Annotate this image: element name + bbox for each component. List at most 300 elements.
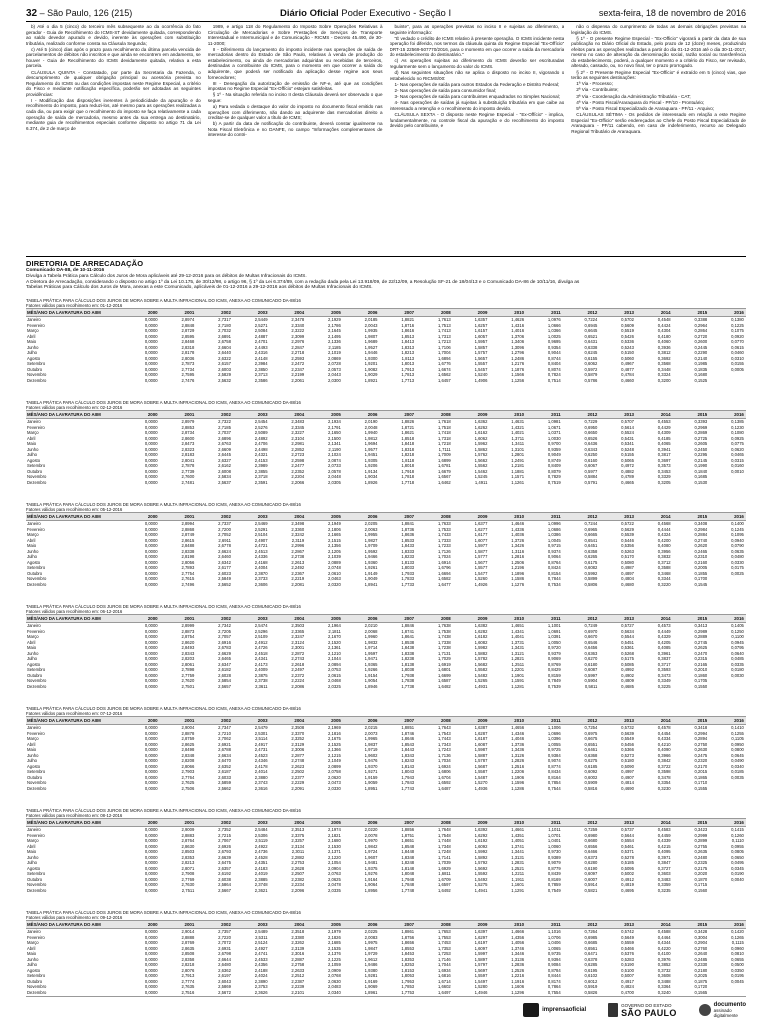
table-cell: 1,9365 [364, 661, 378, 667]
header-year: 2002 [221, 718, 231, 723]
table-cell: 1,8418 [401, 441, 415, 446]
table-cell: 0,1985 [694, 361, 708, 366]
row-month: Julho [27, 860, 38, 865]
table-cell: 0,7539 [547, 683, 561, 689]
table-cell: 0,2899 [694, 838, 708, 843]
table-cell: 1,7126 [437, 548, 451, 554]
table-cell: 1,6811 [438, 871, 451, 876]
table-cell: 1,8941 [364, 581, 378, 587]
header-year: 2002 [221, 514, 231, 519]
text-column [26, 24, 201, 254]
table-cell: 0,0335 [731, 661, 744, 667]
table-cell: 2,6798 [218, 951, 231, 956]
header-year: 2015 [697, 820, 708, 825]
table-cell: 2,0758 [328, 769, 341, 774]
table-cell: 2,2887 [291, 956, 305, 962]
table-cell: 0,0000 [144, 532, 158, 537]
table-cell: 1,2201 [511, 667, 525, 672]
table-cell: 2,4726 [254, 645, 268, 650]
table-cell: 0,7844 [547, 576, 561, 581]
table-cell: 1,5662 [474, 457, 488, 463]
header-year: 2003 [257, 514, 268, 519]
table-cell: 0,1420 [731, 929, 744, 934]
table-cell: 0,4329 [657, 634, 671, 639]
row-month: Outubro [27, 468, 43, 474]
table-cell: 2,2618 [291, 661, 305, 667]
paragraph: 2- Nas operações de saída para consumidor final; [394, 87, 497, 93]
table-cell: 0,0035 [731, 774, 744, 780]
table-cell: 0,6062 [584, 361, 598, 366]
table-cell: 1,9592 [364, 548, 378, 554]
table-cell: 0,1105 [731, 736, 744, 741]
table-cell: 2,6362 [218, 967, 231, 973]
table-cell: 1,2176 [511, 361, 525, 366]
table-cell: 2,2598 [291, 457, 305, 463]
table-cell: 1,7248 [437, 849, 451, 854]
table-cell: 1,3441 [511, 849, 525, 854]
table-cell: 0,6175 [584, 559, 598, 565]
table-cell: 0,4578 [657, 725, 671, 730]
table-cell: 0,0000 [144, 474, 158, 479]
table-cell: 1,4926 [474, 581, 488, 587]
header-year: 2003 [257, 412, 268, 417]
table-cell: 0,3205 [657, 479, 671, 485]
table-cell: 2,5662 [218, 785, 231, 791]
table-cell: 2,8473 [181, 441, 195, 446]
table-cell: 0,5727 [621, 623, 634, 628]
header-year: 2013 [624, 922, 634, 927]
governo-sp-mark [608, 1003, 618, 1017]
table-cell: 2,1356 [328, 543, 341, 548]
table-cell: 0,4344 [657, 940, 671, 945]
row-month: Novembro [27, 984, 47, 989]
table-cell: 2,1645 [328, 328, 341, 333]
table-cell: 0,5899 [584, 576, 598, 581]
table-cell: 0,3230 [657, 785, 671, 791]
row-month: Fevereiro [27, 424, 45, 430]
table-cell: 0,4583 [657, 827, 671, 832]
table-cell: 2,8620 [181, 639, 195, 645]
table-cell: 1,1011 [548, 827, 561, 832]
issue-date: sexta-feira, 18 de novembro de 2016 [598, 8, 746, 18]
table-cell: 1,9276 [364, 871, 378, 876]
table-header [26, 308, 746, 317]
table-cell: 2,2628 [291, 865, 305, 871]
table-cell: 1,8921 [364, 377, 378, 383]
table-cell: 2,2718 [291, 350, 305, 355]
table-cell: 2,3345 [291, 424, 305, 430]
table-cell: 1,1256 [511, 377, 525, 383]
header-year: 2016 [734, 820, 744, 825]
table-cell: 2,1520 [328, 639, 341, 645]
table-cell: 1,7713 [401, 377, 415, 383]
table-cell: 2,1530 [328, 843, 341, 849]
table-cell: 0,5461 [621, 843, 634, 849]
table-cell: 2,7635 [181, 984, 195, 989]
table-cell: 1,5462 [474, 468, 488, 474]
table-cell: 1,4356 [511, 934, 525, 940]
table-cell: 2,6445 [218, 452, 231, 457]
table-cell: 2,0320 [328, 581, 341, 587]
table-cell: 1,6776 [437, 361, 451, 366]
table-cell: 0,5336 [621, 339, 634, 344]
table-cell: 0,0000 [144, 526, 158, 532]
table-cell: 0,6280 [584, 860, 598, 865]
table-cell: 2,6926 [218, 843, 231, 849]
header-year: 2005 [331, 922, 341, 927]
table-cell: 1,8821 [401, 317, 415, 322]
table-cell: 1,5982 [474, 645, 488, 650]
table-cell: 2,3713 [254, 372, 268, 377]
table-cell: 2,6162 [218, 463, 231, 468]
table-cell: 2,7200 [218, 526, 231, 532]
table-cell: 0,3324 [657, 372, 671, 377]
table-cell: 2,3222 [291, 328, 305, 333]
table-caption: TABELA PRÁTICA PARA CÁLCULO DOS JUROS DE MORA SOBRE A MULTA INFRACIONAL DO ICMS, ANEXA AO COMUNICADO DA-88/16 [26, 400, 301, 405]
header-year: 2006 [367, 616, 378, 621]
table-cell: 0,8774 [547, 763, 561, 769]
table-cell: 2,3850 [254, 366, 268, 372]
header-year: 2009 [477, 310, 488, 315]
table-cell: 1,8348 [401, 854, 415, 860]
table-cell: 0,0180 [731, 667, 744, 672]
table-cell: 0,9084 [547, 962, 561, 967]
table-cell: 0,0000 [144, 623, 158, 628]
header-year: 2009 [477, 412, 488, 417]
table-cell: 0,6180 [584, 661, 598, 667]
table-cell: 1,1876 [511, 366, 525, 372]
table-cell: 0,9730 [547, 849, 561, 854]
header-year: 2002 [221, 616, 231, 621]
table-cell: 1,6924 [437, 763, 451, 769]
table-cell: 0,6185 [584, 763, 598, 769]
table-cell: 1,5577 [474, 565, 488, 570]
table-cell: 1,8118 [401, 457, 415, 463]
table-cell: 0,0000 [144, 350, 158, 355]
table-cell: 0,7829 [547, 474, 561, 479]
table-cell: 0,4090 [657, 747, 671, 752]
table-cell: 2,3001 [291, 645, 305, 650]
table-cell: 2,2996 [291, 543, 305, 548]
paragraph: "É vedado o crédito de ICMS relativo à presente operação. O ICMS incidente nesta operação foi diferido, nos termos da cláusula quinta do Regime Especial "Ex-Offício" DRT-15 22569-507770/2016, para o momento em que ocorrer a saída da mercadoria do estabelecimento do destinatário." [389, 35, 565, 58]
table-cell: 0,1565 [694, 989, 708, 995]
table-cell: 2,3498 [291, 521, 305, 526]
table-cell: 1,7111 [438, 446, 451, 452]
table-cell: 1,6262 [474, 424, 488, 430]
table-cell: 0,8749 [547, 457, 561, 463]
header-year: 2014 [660, 820, 671, 825]
table-cell: 1,8746 [401, 730, 415, 736]
table-cell: 0,9700 [547, 441, 561, 446]
table-cell: 1,9837 [364, 741, 378, 747]
table-cell: 2,6758 [218, 339, 231, 344]
table-cell: 2,0063 [364, 526, 378, 532]
table-cell: 0,3004 [694, 934, 708, 940]
table-cell: 2,3626 [254, 989, 268, 995]
table-cell: 0,5519 [621, 328, 634, 333]
table-cell: 2,3503 [291, 623, 305, 628]
table-cell: 2,8218 [181, 962, 195, 967]
table-cell: 1,8846 [401, 623, 415, 628]
table-cell: 2,4356 [254, 962, 268, 967]
table-cell: 2,7052 [218, 532, 231, 537]
table-cell: 0,2320 [694, 758, 708, 763]
table-cell: 0,3941 [657, 446, 671, 452]
table-cell: 0,5361 [621, 645, 634, 650]
table-cell: 2,3016 [291, 951, 305, 956]
table-cell: 1,9970 [364, 838, 378, 843]
table-cell: 2,3984 [254, 361, 268, 366]
header-rule [26, 21, 746, 22]
table-cell: 1,6287 [474, 730, 488, 736]
table-cell: 2,0630 [328, 978, 341, 984]
header-year: 2004 [294, 718, 305, 723]
table-cell: 2,6028 [218, 672, 231, 678]
row-month: Agosto [27, 763, 41, 769]
header-year: 2006 [367, 922, 378, 927]
table-cell: 0,5180 [621, 758, 634, 763]
header-year: 2011 [551, 922, 561, 927]
table-cell: 0,2725 [694, 435, 708, 441]
table-cell: 2,8888 [181, 934, 195, 940]
header-label: MÊS/ANO DA LAVRATURA DO AIIM [27, 616, 101, 621]
table-cell: 2,5449 [254, 317, 268, 322]
table-cell: 0,5243 [621, 344, 634, 350]
table-cell: 1,5280 [474, 984, 488, 989]
table-cell: 1,6796 [437, 565, 451, 570]
table-cell: 1,7039 [437, 860, 451, 865]
table-cell: 1,8756 [401, 934, 415, 940]
table-cell: 2,5104 [254, 532, 268, 537]
table-cell: 0,4897 [621, 570, 634, 576]
table-cell: 1,2521 [511, 865, 525, 871]
table-cell: 2,3375 [291, 832, 305, 838]
table-cell: 2,4518 [254, 650, 268, 656]
table-cell: 1,6587 [437, 678, 451, 683]
table-cell: 1,4941 [474, 887, 488, 893]
header-year: 2005 [331, 616, 341, 621]
table-cell: 1,2206 [511, 769, 525, 774]
seal-line-2: assinado [713, 1008, 732, 1014]
row-month: Fevereiro [27, 628, 45, 634]
table-cell: 2,6644 [218, 956, 231, 962]
validity-date: 01-12-2016 [100, 303, 123, 308]
table-cell: 2,4183 [254, 865, 268, 871]
table-cell: 0,6675 [584, 736, 598, 741]
table-cell: 0,0000 [144, 463, 158, 468]
table-cell: 0,1075 [731, 328, 744, 333]
table-cell: 0,5456 [621, 741, 634, 747]
table-cell: 0,0500 [731, 962, 744, 967]
table-cell: 1,5962 [474, 441, 488, 446]
table-cell: 2,0468 [328, 678, 341, 683]
row-month: Dezembro [27, 887, 47, 893]
table-cell: 0,8154 [547, 570, 561, 576]
table-cell: 1,6382 [474, 623, 488, 628]
table-cell: 0,7224 [584, 317, 598, 322]
table-cell: 2,4168 [254, 559, 268, 565]
table-cell: 1,0666 [547, 322, 561, 328]
table-cell: 0,0000 [144, 628, 158, 634]
table-cell: 0,6556 [584, 843, 598, 849]
table-cell: 1,9827 [364, 537, 378, 543]
table-cell: 0,5644 [621, 832, 634, 838]
header-year: 2012 [587, 412, 598, 417]
table-cell: 0,8404 [547, 361, 561, 366]
table-cell: 1,3131 [511, 854, 525, 860]
table-cell: 1,4016 [511, 328, 525, 333]
table-cell: 0,1530 [694, 479, 708, 485]
table-cell: 0,4680 [621, 581, 634, 587]
table-cell: 1,8243 [401, 758, 415, 763]
table-cell: 1,3406 [511, 339, 525, 344]
paragraph: buinte", para as operações previstas no inciso II e sujeitas ao diferimento, a seguinte informação: [389, 24, 565, 35]
table-cell: 0,3961 [657, 650, 671, 656]
row-month: Novembro [27, 576, 47, 581]
table-cell: 2,7476 [181, 377, 195, 383]
table-cell: 1,2216 [511, 973, 525, 978]
table-cell: 1,0401 [547, 838, 561, 843]
table-cell: 1,1586 [511, 576, 525, 581]
row-month: Julho [27, 554, 38, 559]
table-cell: 2,3124 [291, 639, 305, 645]
table-cell: 0,2290 [694, 350, 708, 355]
table-cell: 1,9380 [364, 967, 378, 973]
table-cell: 1,8248 [401, 860, 415, 865]
table-cell: 2,7037 [218, 430, 231, 435]
table-cell: 0,2999 [694, 832, 708, 838]
table-cell: 0,4987 [621, 565, 634, 570]
table-cell: 0,4449 [657, 628, 671, 634]
table-cell: 2,7057 [218, 634, 231, 639]
table-cell: 0,1720 [694, 984, 708, 989]
row-month: Abril [27, 945, 36, 951]
table-cell: 1,9370 [364, 763, 378, 769]
table-cell: 1,5887 [474, 752, 488, 758]
table-cell: 2,7630 [181, 882, 195, 887]
table-cell: 2,6327 [218, 457, 231, 463]
table-cell: 2,3885 [254, 876, 268, 882]
table-cell: 1,8616 [401, 328, 415, 333]
header-year: 2001 [184, 616, 195, 621]
table-cell: 0,6680 [584, 838, 598, 843]
table-cell: 2,3518 [291, 929, 305, 934]
table-cell: 0,5366 [621, 747, 634, 752]
header-year: 2001 [184, 310, 195, 315]
table-cell: 0,3568 [657, 361, 671, 366]
table-cell: 0,9359 [547, 446, 561, 452]
table-cell: 0,3220 [657, 581, 671, 587]
table-cell: 0,0920 [731, 333, 744, 339]
row-month: Agosto [27, 457, 41, 463]
table-cell: 1,7213 [437, 339, 451, 344]
table-cell: 1,5482 [474, 672, 488, 678]
table-cell: 2,4533 [254, 956, 268, 962]
table-cell: 1,3411 [511, 441, 525, 446]
table-cell: 2,8488 [181, 543, 195, 548]
paragraph: CLÁUSULA SEXTA - O disposto neste Regime Especial - "Ex-Offício" - implica, fundamentalmente, no controle fiscal da apuração e do recolhimento do imposto devido pelo contribuinte, e [389, 111, 565, 129]
row-month: Setembro [27, 973, 46, 978]
table-cell: 2,6931 [218, 945, 231, 951]
table-cell: 2,5119 [255, 838, 268, 843]
table-cell: 1,8313 [401, 344, 415, 350]
table-cell: 2,1934 [328, 419, 341, 424]
table-cell: 0,4902 [621, 672, 634, 678]
table-cell: 0,2020 [694, 871, 708, 876]
table-cell: 1,7733 [401, 581, 415, 587]
table-cell: 2,2229 [291, 780, 305, 785]
table-cell: 2,6783 [218, 645, 231, 650]
table-cell: 0,0000 [144, 554, 158, 559]
table-cell: 0,4205 [657, 639, 671, 645]
table-cell: 1,6282 [474, 628, 488, 634]
table-cell: 2,7210 [218, 730, 231, 736]
table-cell: 1,6062 [474, 435, 488, 441]
table-cell: 2,8338 [181, 548, 195, 554]
table-cell: 0,0000 [144, 876, 158, 882]
row-month: Junho [27, 344, 39, 350]
table-cell: 1,9049 [364, 576, 378, 581]
table-cell: 0,2755 [694, 843, 708, 849]
table-cell: 0,4553 [657, 419, 671, 424]
table-cell: 1,8518 [401, 435, 415, 441]
table-cell: 1,4666 [511, 929, 525, 934]
table-cell: 2,8498 [181, 747, 195, 752]
table-cell: 2,0225 [364, 929, 378, 934]
table-cell: 1,9064 [364, 882, 378, 887]
table-cell: 0,4967 [621, 361, 634, 366]
table-cell: 2,0615 [328, 672, 341, 678]
table-cell: 1,5245 [474, 474, 488, 479]
table-cell: 1,7853 [401, 984, 415, 989]
table-cell: 2,1535 [328, 945, 341, 951]
table-cell: 2,0300 [328, 377, 341, 383]
table-cell: 0,6451 [584, 543, 598, 548]
table-cell: 2,6609 [218, 446, 231, 452]
table-cell: 0,0000 [144, 978, 158, 984]
table-cell: 1,7333 [437, 537, 451, 543]
row-month: Julho [27, 452, 38, 457]
validity-date: 02-12-2016 [100, 405, 123, 410]
table-cell: 2,0443 [328, 372, 341, 377]
table-cell: 0,5914 [584, 882, 598, 887]
table-cell: 1,4656 [511, 725, 525, 730]
table-cell: 1,7738 [401, 683, 415, 689]
table-cell: 0,0000 [144, 683, 158, 689]
table-cell: 0,0000 [144, 725, 158, 730]
table-cell: 0,9079 [547, 860, 561, 865]
table-cell: 0,4100 [657, 951, 671, 956]
row-month: Junho [27, 548, 39, 554]
table-cell: 0,5095 [621, 865, 634, 871]
table-cell: 0,3847 [657, 860, 671, 865]
table-cell: 0,2485 [694, 956, 708, 962]
table-cell: 0,0000 [144, 446, 158, 452]
table-cell: 2,4009 [254, 667, 268, 672]
table-cell: 2,0620 [328, 774, 341, 780]
table-cell: 0,6097 [584, 871, 598, 876]
table-cell: 1,1286 [511, 785, 525, 791]
header-label: MÊS/ANO DA LAVRATURA DO AIIM [27, 412, 101, 417]
table-cell: 0,6007 [584, 876, 598, 882]
header-label: MÊS/ANO DA LAVRATURA DO AIIM [27, 922, 101, 927]
table-cell: 2,3508 [291, 725, 305, 730]
header-year: 2004 [294, 616, 305, 621]
table-cell: 2,8198 [181, 554, 195, 559]
table-cell: 0,0000 [144, 785, 158, 791]
table-cell: 0,3837 [657, 656, 671, 661]
table-cell [709, 990, 746, 996]
